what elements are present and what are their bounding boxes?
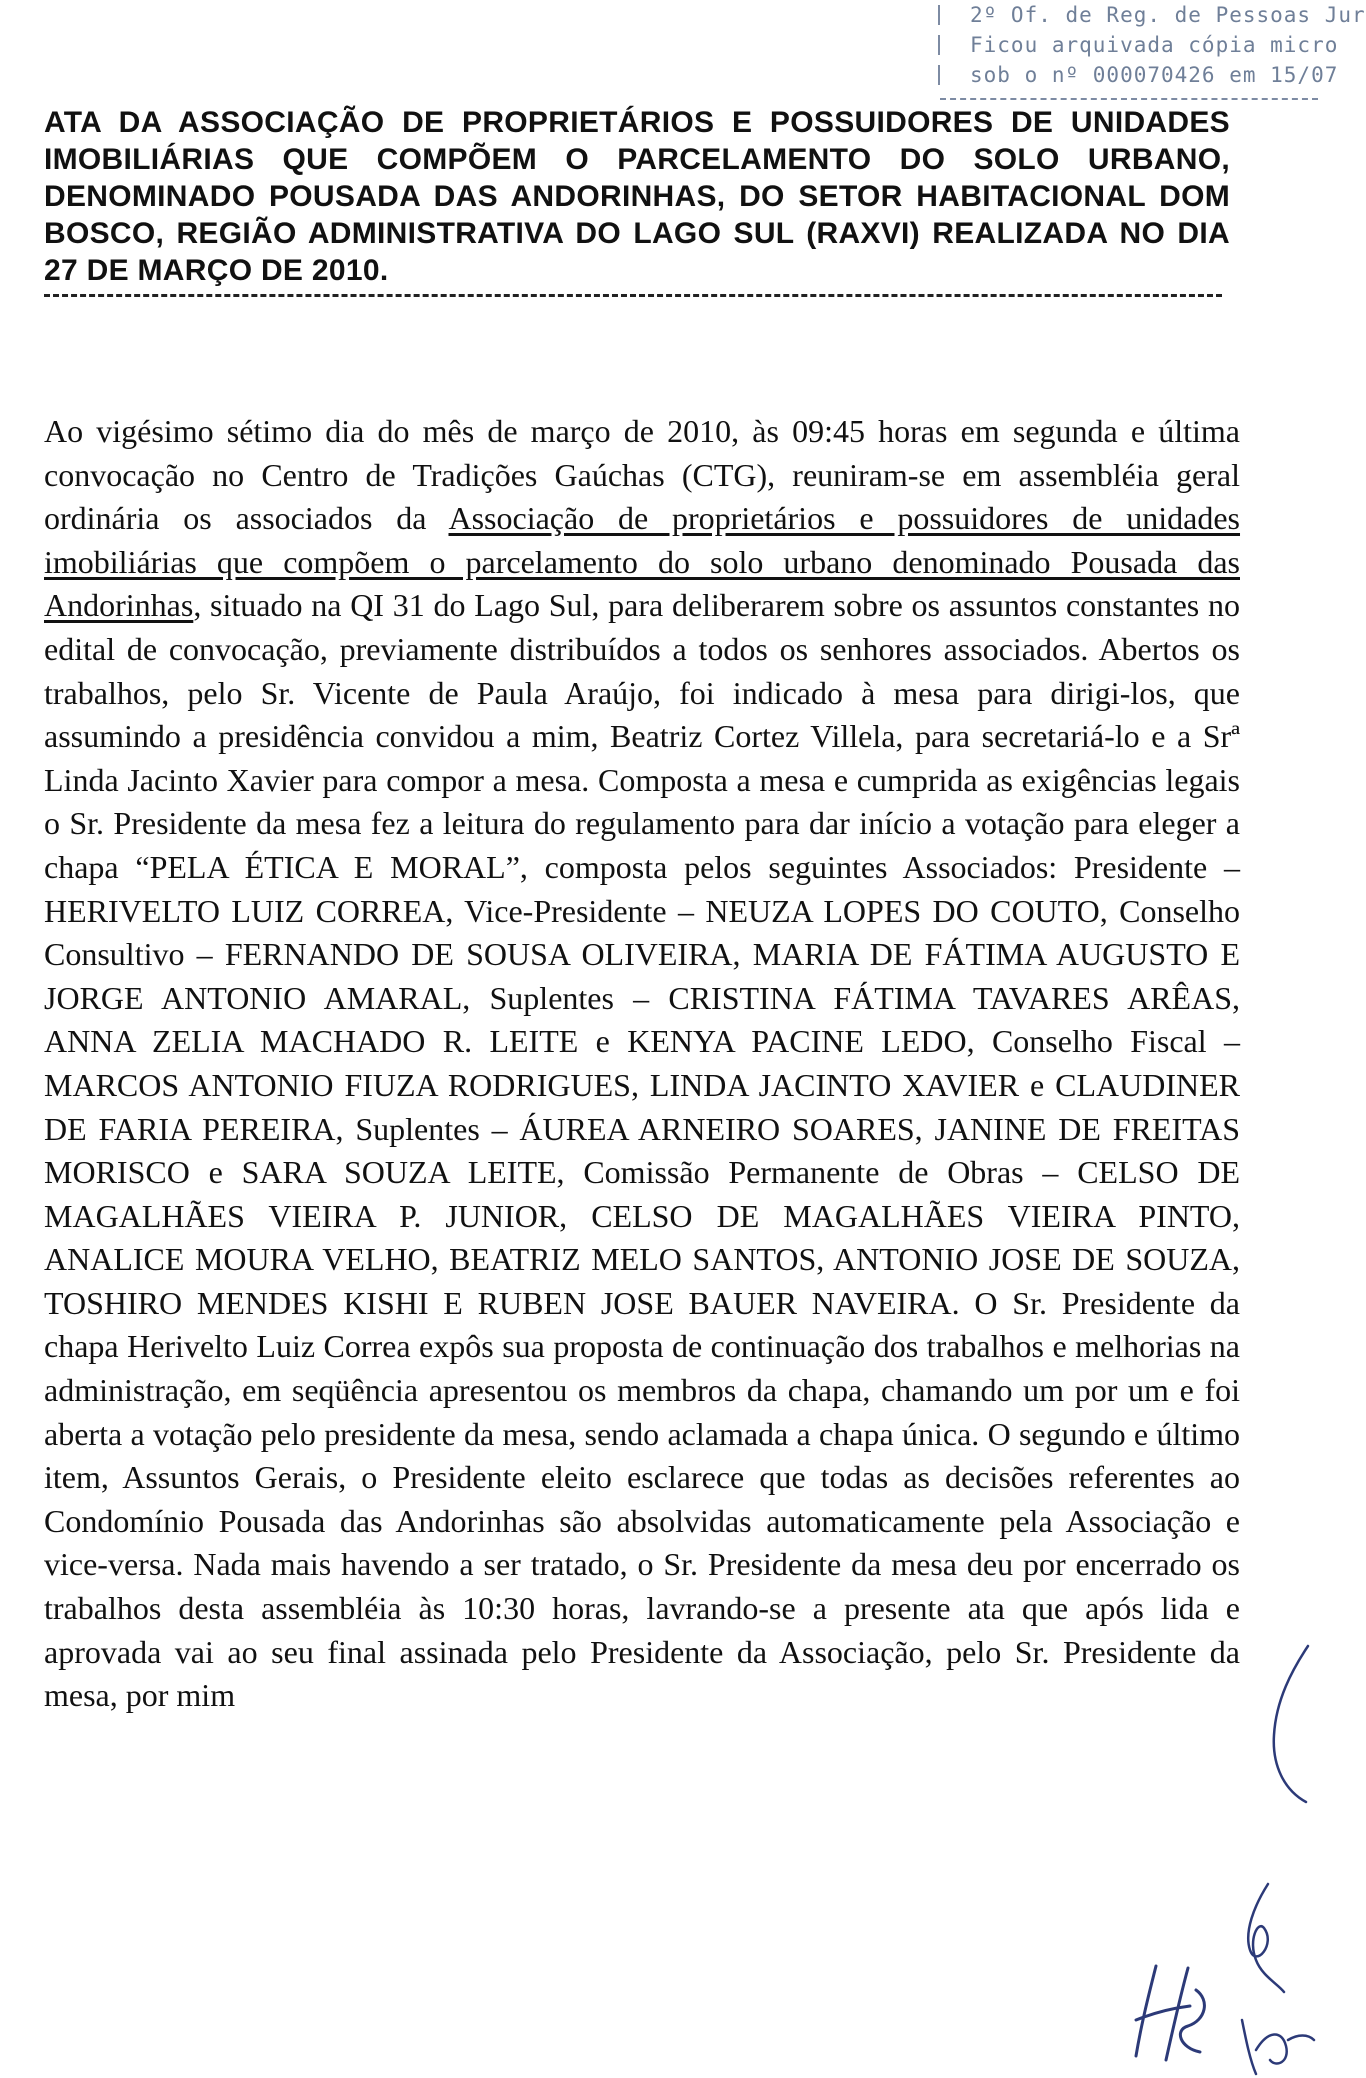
initials-signature-2	[1236, 2010, 1316, 2078]
minutes-body	[44, 410, 1240, 1718]
stamp-line: 2º Of. de Reg. de Pessoas Jur	[930, 0, 1318, 30]
body-text-part1: Ao vigésimo sétimo dia do mês de março de 2010, às 09:45 horas em segunda e última convocação no Centro de Tradições Gaúchas (CTG), reuniram-se em assembléia geral ordinária os associados da	[44, 413, 1240, 537]
margin-signature-1	[1262, 1640, 1316, 1810]
margin-signature-2	[1230, 1880, 1290, 2000]
initials-signature-1	[1126, 1960, 1216, 2070]
body-text-part2: , situado na QI 31 do Lago Sul, para deliberarem sobre os assuntos constantes no edital de convocação, previamente distribuídos a todos os senhores associados. Abertos os trabalhos, pelo Sr. Vicente de Paula Araújo, foi indicado à mesa para dirigi-los, que assumindo a presidência convidou a mim, Beatriz Cortez Villela, para secretariá-lo e a Srª Linda Jacinto Xavier para compor a mesa. Composta a mesa e cumprida as exigências legais o Sr. Presidente da mesa fez a leitura do regulamento para dar início a votação para eleger a chapa “PELA ÉTICA E MORAL”, composta pelos seguintes Associados: Presidente – HERIVELTO LUIZ CORREA, Vice-Presidente – NEUZA LOPES DO COUTO, Conselho Consultivo – FERNANDO DE SOUSA OLIVEIRA, MARIA DE FÁTIMA AUGUSTO E JORGE ANTONIO AMARAL, Suplentes – CRISTINA FÁTIMA TAVARES ARÊAS, ANNA ZELIA MACHADO R. LEITE e KENYA PACINE LEDO, Conselho Fiscal – MARCOS ANTONIO FIUZA RODRIGUES, LINDA JACINTO XAVIER e CLAUDINER DE FARIA PEREIRA, Suplentes – ÁUREA ARNEIRO SOARES, JANINE DE FREITAS MORISCO e SARA SOUZA LEITE, Comissão Permanente de Obras – CELSO DE MAGALHÃES VIEIRA P. JUNIOR, CELSO DE MAGALHÃES VIEIRA PINTO, ANALICE MOURA VELHO, BEATRIZ MELO SANTOS, ANTONIO JOSE DE SOUZA, TOSHIRO MENDES KISHI E RUBEN JOSE BAUER NAVEIRA. O Sr. Presidente da chapa Herivelto Luiz Correa expôs sua proposta de continuação dos trabalhos e melhorias na administração, em seqüência apresentou os membros da chapa, chamando um por um e foi aberta a votação pelo presidente da mesa, sendo aclamada a chapa única. O segundo e último item, Assuntos Gerais, o Presidente eleito esclarece que todas as decisões referentes ao Condomínio Pousada das Andorinhas são absolvidas automaticamente pela Associação e vice-versa. Nada mais havendo a ser tratado, o Sr. Presidente da mesa deu por encerrado os trabalhos desta assembléia às 10:30 horas, lavrando-se a presente ata que após lida e aprovada vai ao seu final assinada pelo Presidente da Associação, pelo Sr. Presidente da mesa, por mim	[44, 587, 1240, 1714]
stamp-border	[940, 98, 1318, 100]
stamp-line: Ficou arquivada cópia micro	[930, 30, 1318, 60]
separator-rule	[44, 294, 1222, 297]
stamp-line: sob o nº 000070426 em 15/07	[930, 60, 1318, 90]
association-name-underlined: Associação de proprietários e possuidores de unidades imobiliárias que compõem o parcelamento do solo urbano denominado Pousada das Andorinhas	[44, 500, 1241, 624]
document-title: ATA DA ASSOCIAÇÃO DE PROPRIETÁRIOS E POSSUIDORES DE UNIDADES IMOBILIÁRIAS QUE COMPÕEM O PARCELAMENTO DO SOLO URBANO, DENOMINADO POUSADA DAS ANDORINHAS, DO SETOR HABITACIONAL DOM BOSCO, REGIÃO ADMINISTRATIVA DO LAGO SUL (RAXVI) REALIZADA NO DIA 27 DE MARÇO DE 2010.	[44, 106, 1230, 287]
registry-stamp	[930, 0, 1366, 104]
